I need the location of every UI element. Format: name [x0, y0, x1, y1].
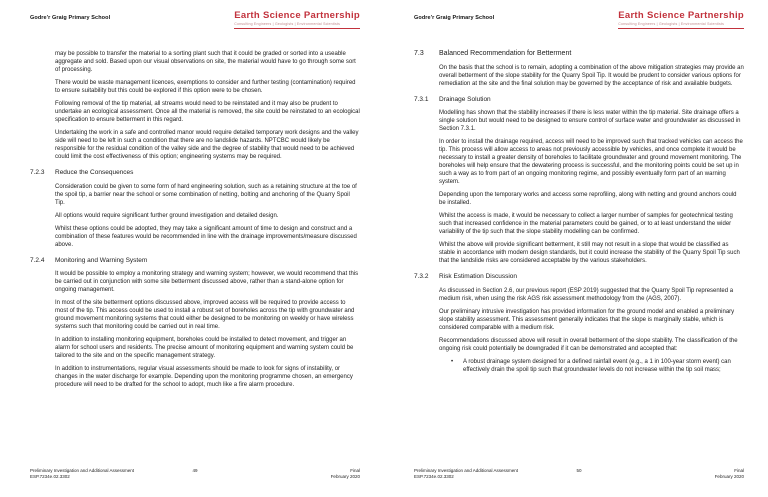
footer-doc-ref: ESP.7234e.02.3302 — [414, 474, 454, 479]
footer-doc-title: Preliminary Investigation and Additional Assessment — [414, 468, 519, 473]
page-number: 50 — [576, 468, 582, 473]
paragraph: Recommendations discussed above will result in overall betterment of the slope stability. The classification of the ongoing risk could potentially be downgraded if it can be demonstrated and accepted that: — [439, 337, 738, 352]
paragraph: Consideration could be given to some form of hard engineering solution, such as a retaining structure at the toe of the spoil tip, a barrier near the school or some combination of netting, bolting and anchoring of the Quarry Spoil Tip. — [55, 183, 357, 206]
section-title: Risk Estimation Discussion — [439, 273, 518, 280]
bullet-text: A robust drainage system designed for a defined rainfall event (e.g., a 1 in 100-year storm event) can effectively drain the spoil tip such that groundwater levels do not increase within the tip soil mass; — [463, 358, 731, 373]
paragraph: Our preliminary intrusive investigation has provided information for the ground model and enabled a preliminary slope stability assessment. This assessment generally indicates that the slope is marginally stable, which is considered comparable with a medium risk. — [439, 308, 735, 331]
section-title: Reduce the Consequences — [55, 169, 134, 176]
page-footer — [30, 468, 360, 480]
footer-status-block — [215, 468, 360, 480]
section-title: Balanced Recommendation for Betterment — [439, 50, 572, 57]
esp-logo — [234, 11, 360, 29]
paragraph: Whilst the access is made, it would be necessary to collect a larger number of samples for geotechnical testing such that increased confidence in the material parameters could be gained, or to at least understand the wider variability of the tip such that the slope stability modelling can be confirmed. — [439, 213, 733, 235]
paragraph: Whilst these options could be adopted, they may take a significant amount of time to design and construct and a combination of these features would be recommended in line with the drainage improvements/measure discussed above. — [55, 225, 357, 248]
bullet-marker: • — [451, 358, 454, 365]
page-header — [414, 11, 744, 37]
bullet-item — [451, 358, 744, 374]
paragraph: In addition to installing monitoring equipment, boreholes could be installed to detect movement, and trigger an alarm for school users and residents. The precise amount of monitoring equipment and warning system could be tailored to the site and on the specific management strategy. — [55, 337, 354, 359]
project-title: Godre'r Graig Primary School — [414, 15, 495, 21]
section-title: Monitoring and Warning System — [55, 256, 148, 264]
paragraph: Following removal of the tip material, all streams would need to be reinstated and it may also be prudent to undertake an ecological assessment. Once all the material is removed, the site could be reinstated to an ecological specification to ensure betterment in this regard. — [55, 101, 360, 123]
paragraph: Modelling has shown that the stability increases if there is less water within the tip material. Site drainage offers a single solution but would need to be designed to ensure control of surface water and groundwater as discussed in Section 7.3.1. — [439, 110, 741, 132]
paragraph: There would be waste management licences, exemptions to consider and further testing (contamination) required to ensure suitability but this could be explored if this option were to be chosen. — [55, 80, 356, 94]
page-header — [30, 11, 360, 37]
content-area — [30, 50, 360, 389]
footer-date: February 2020 — [714, 474, 744, 479]
paragraph: In addition to instrumentations, regular visual assessments should be made to look for signs of instability, or changes in the water discharge for example. Depending upon the monitoring programme chosen, an emergency procedure will need to be drafted for the school to adopt, much like a fire alarm procedure. — [55, 366, 353, 388]
section-number: 7.2.4 — [30, 256, 45, 264]
paragraph: As discussed in Section 2.6, our previous report (ESP 2019) suggested that the Quarry Spoil Tip represented a medium risk, when using the risk AGS risk assessment methodology from the (AGS, 2007). — [439, 287, 734, 302]
footer-doc-ref: ESP.7234e.02.3302 — [30, 474, 70, 479]
section-heading — [414, 273, 744, 281]
section-number: 7.3.1 — [414, 95, 429, 103]
paragraph: In order to install the drainage required, access will need to be improved such that tracked vehicles can access the tip. This process will allow access to areas not previously accessible by vehicles, and once complete it would be necessary to install a greater density of boreholes to facilitate groundwater and ground movement monitoring. The boreholes will help ensure that the dewatering process is successful, and the monitoring points could be set up in such a way as to from part of an ongoing monitoring regime, and possibly eventually form part of an warning system. — [439, 139, 743, 185]
esp-logo — [618, 11, 744, 29]
page-footer — [414, 468, 744, 480]
section-heading — [414, 96, 744, 104]
footer-doc-title: Preliminary Investigation and Additional Assessment — [30, 468, 135, 473]
section-number: 7.3 — [414, 50, 424, 57]
esp-logo-tagline: Consulting Engineers | Geologists | Environmental Scientists — [234, 22, 341, 26]
page-number: 49 — [192, 468, 198, 473]
paragraph: It would be possible to employ a monitoring strategy and warning system; however, we would recommend that this be carried out in conjunction with some site betterment discussed above, rather than a stand-alone option for ongoing management. — [55, 271, 359, 293]
footer-status: Final — [350, 468, 360, 473]
esp-logo-name: Earth Science Partnership — [234, 10, 360, 21]
paragraph: may be possible to transfer the material to a sorting plant such that it could be graded or sorted into a useable aggregate and sold. Based upon our visual observations on site, the material would have to go through some sort of processing. — [55, 51, 356, 73]
paragraph: All options would require significant further ground investigation and detailed design. — [55, 212, 279, 219]
section-title: Drainage Solution — [439, 95, 491, 103]
footer-status-block — [599, 468, 744, 480]
paragraph: In most of the site betterment options discussed above, improved access will be required to provide access to most of the tip. This access could be used to install a robust set of boreholes across the tip with groundwater and ground movement monitoring systems that could either be designed to be monitoring on weekly or have wireless systems such that monitoring could be carried out in real time. — [55, 300, 355, 330]
section-number: 7.3.2 — [414, 273, 429, 280]
paragraph: Undertaking the work in a safe and controlled manor would require detailed temporary work designs and the valley side will need to be left in such a condition that there are no landslide hazards. NPTCBC would likely be responsible for the residual condition of the valley side and the degree of stability that would need to be achieved could limit the cost effectiveness of this option; engineering systems may be required. — [55, 130, 359, 160]
section-number: 7.2.3 — [30, 169, 45, 176]
footer-status: Final — [734, 468, 744, 473]
esp-logo-name: Earth Science Partnership — [618, 10, 744, 21]
footer-date: February 2020 — [330, 474, 360, 479]
section-heading — [30, 169, 360, 177]
paragraph: Depending upon the temporary works and access some reprofiling, along with netting and ground anchors could be installed. — [439, 192, 737, 206]
project-title: Godre'r Graig Primary School — [30, 15, 111, 21]
footer-doc-block — [30, 468, 175, 480]
content-area — [414, 50, 744, 374]
paragraph: Whilst the above will provide significant betterment, it still may not result in a slope that would be classified as stable in accordance with modern design standards, but it could increase the stability of the Quarry Spoil Tip such that the landslide risks are considered acceptable by the various stakeholders. — [439, 242, 740, 264]
esp-logo-tagline: Consulting Engineers | Geologists | Environmental Scientists — [618, 22, 725, 26]
section-heading — [414, 50, 744, 58]
section-heading — [30, 257, 360, 265]
document-page-right — [384, 0, 768, 497]
footer-doc-block — [414, 468, 559, 480]
paragraph: On the basis that the school is to remain, adopting a combination of the above mitigation strategies may provide an overall betterment of the slope stability for the Quarry Spoil Tip. It would be prudent to consider various options for remediation at the site and the final solution may be governed by the acceptance of risk and available budgets. — [439, 64, 744, 87]
